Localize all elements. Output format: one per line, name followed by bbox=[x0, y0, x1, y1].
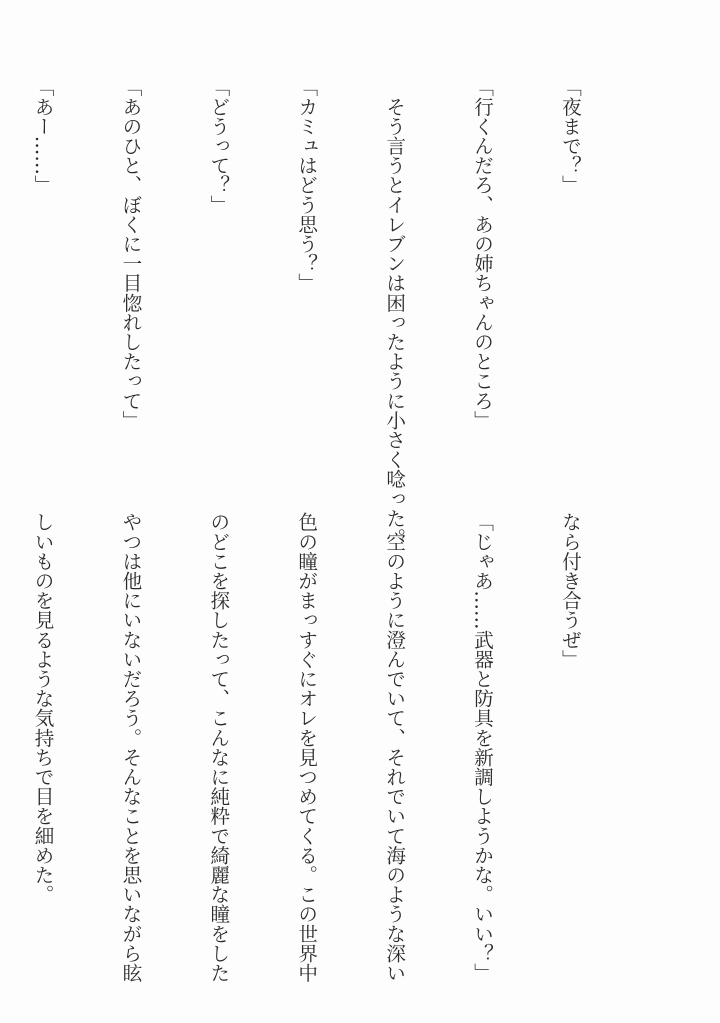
text-line: やつは他にいないだろう。そんなことを思いながら眩 bbox=[118, 512, 142, 983]
text-line: 空のように澄んでいて、それでいて海のような深い bbox=[382, 512, 406, 983]
text-line: 「夜まで？」 bbox=[558, 77, 582, 195]
text-line: 「あのひと、ぼくに一目惚れしたって」 bbox=[118, 77, 142, 430]
text-line: しいものを見るような気持ちで目を細めた。 bbox=[31, 512, 55, 904]
text-line: 「行くんだろ、あの姉ちゃんのところ」 bbox=[470, 77, 494, 430]
upper-text-block bbox=[31, 77, 643, 548]
text-line: 「カミュはどう思う？」 bbox=[294, 77, 318, 293]
text-line: 色の瞳がまっすぐにオレを見つめてくる。この世界中 bbox=[294, 512, 318, 983]
text-line: なら付き合うぜ」 bbox=[558, 512, 582, 669]
text-line: 「あー……」 bbox=[31, 77, 55, 195]
lower-text-block bbox=[31, 512, 643, 983]
text-line: 「どうって？」 bbox=[206, 77, 230, 215]
text-line: のどこを探したって、こんなに純粋で綺麗な瞳をした bbox=[206, 512, 230, 983]
text-line: そう言うとイレブンは困ったように小さく唸った。 bbox=[382, 77, 406, 548]
text-line: 「じゃあ……武器と防具を新調しようかな。いい？」 bbox=[470, 512, 494, 983]
